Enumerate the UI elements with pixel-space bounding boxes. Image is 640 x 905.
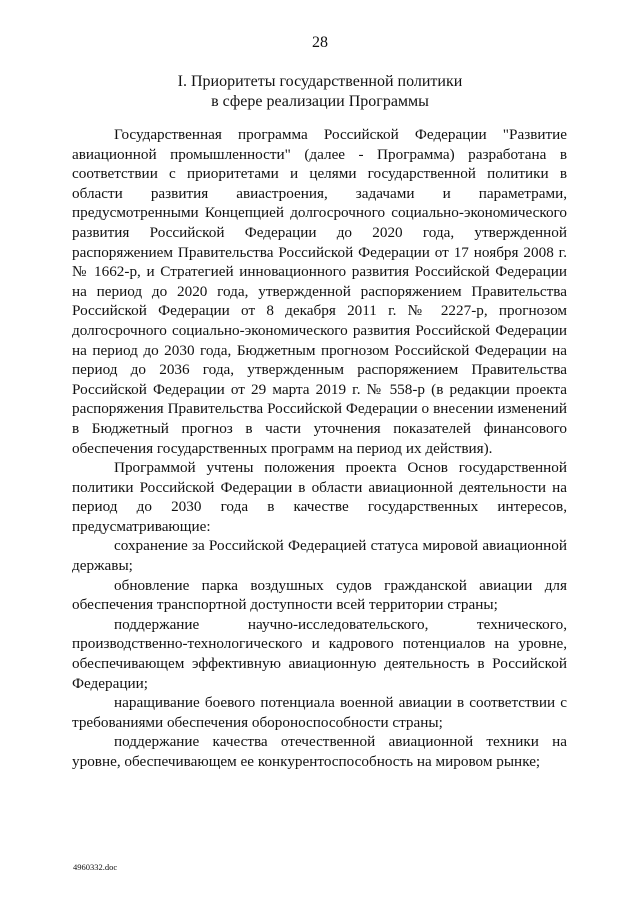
list-item-aviation-power-status: сохранение за Российской Федерацией статуса мировой авиационной державы; [72, 537, 567, 575]
section-heading-line-1: I. Приоритеты государственной политики [177, 73, 463, 90]
footer-document-code: 4960332.doc [73, 862, 118, 872]
list-item-civil-fleet-renewal: обновление парка воздушных судов гражданской авиации для обеспечения транспортной доступности всей территории страны; [72, 576, 567, 614]
list-item-military-aviation: наращивание боевого потенциала военной авиации в соответствии с требованиями обеспечения обороноспособности страны; [72, 694, 567, 731]
paragraph-program-basis: Государственная программа Российской Федерации "Развитие авиационной промышленности" (далее - Программа) разработана в соответствии с приоритетами и целями государственной политики в области развития авиастроения, задачами и параметрами, предусмотренными Концепцией долгосрочного социально-экономического развития Российской Федерации до 2020 года, утвержденной распоряжением Правительства Российской Федерации от 17 ноября 2008 г. № 1662-р, и Стратегией инновационного развития Российской Федерации на период до 2020 года, утвержденной распоряжением Правительства Российской Федерации от 8 декабря 2011 г. № 2227-р, прогнозом долгосрочного социально-экономического развития Российской Федерации на период до 2030 года, Бюджетным прогнозом Российской Федерации на период до 2036 года, утвержденным распоряжением Правительства Российской Федерации от 29 марта 2019 г. № 558-р (в редакции проекта распоряжения Правительства Российской Федерации о внесении изменений в Бюджетный прогноз в части уточнения показателей финансового обеспечения государственных программ на период их действия). [72, 126, 567, 457]
paragraph-state-interests: Программой учтены положения проекта Основ государственной политики Российской Федерации в области авиационной деятельности на период до 2030 года в качестве государственных интересов, предусматривающие: [72, 459, 567, 535]
list-item-equipment-quality: поддержание качества отечественной авиационной техники на уровне, обеспечивающем ее конкурентоспособность на мировом рынке; [72, 733, 567, 770]
section-heading [72, 72, 568, 112]
section-heading-line-2: в сфере реализации Программы [211, 93, 429, 110]
page-number: 28 [312, 34, 328, 51]
list-item-research-potential: поддержание научно-исследовательского, технического, производственно-технологического и кадрового потенциалов на уровне, обеспечивающем эффективную авиационную деятельность в Российской Федерации; [72, 615, 567, 692]
document-body [72, 125, 567, 772]
